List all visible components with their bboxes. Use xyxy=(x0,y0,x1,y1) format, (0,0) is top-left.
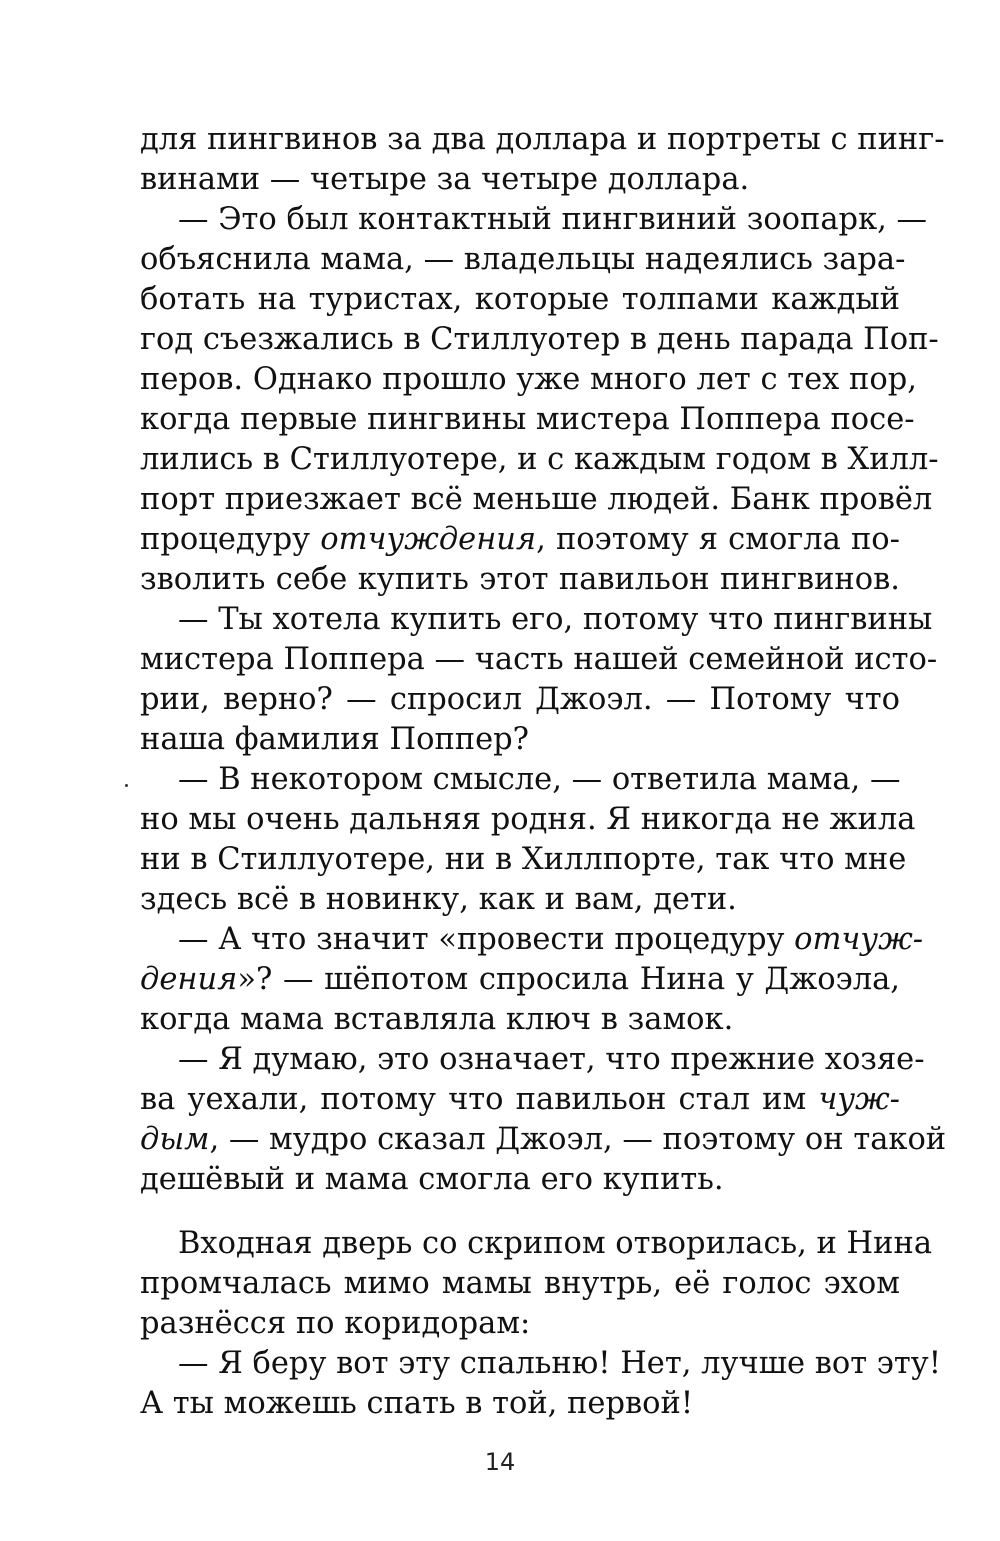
text-line: порт приезжает всё меньше людей. Банк провёл xyxy=(140,482,933,517)
text-line: наша фамилия Поппер? xyxy=(140,722,530,757)
text-line: — Это был контактный пингвиний зоопарк, — xyxy=(178,202,928,237)
text-line: разнёсся по коридорам: xyxy=(140,1306,531,1341)
text-line: зволить себе купить этот павильон пингвинов. xyxy=(140,562,900,597)
text-line: ни в Стиллуотере, ни в Хиллпорте, так что мне xyxy=(140,842,907,877)
text-line: ботать на туристах, которые толпами каждый xyxy=(140,282,900,317)
text-line: дым, — мудро сказал Джоэл, — поэтому он такой xyxy=(140,1122,947,1157)
body-text xyxy=(140,120,947,1424)
text-line: но мы очень дальняя родня. Я никогда не жила xyxy=(140,802,916,837)
text-line: промчалась мимо мамы внутрь, её голос эхом xyxy=(140,1266,900,1301)
text-line: — Ты хотела купить его, потому что пингвины xyxy=(178,602,933,637)
italic-term: дения xyxy=(140,962,238,997)
text-line: — Я думаю, это означает, что прежние хозяе- xyxy=(178,1042,925,1077)
text-line: — В некотором смысле, — ответила мама, — xyxy=(178,762,901,797)
text-line: винами — четыре за четыре доллара. xyxy=(140,162,750,197)
italic-term: отчуждения xyxy=(320,522,537,557)
text-line: Входная дверь со скрипом отворилась, и Нина xyxy=(178,1226,932,1261)
text-line: перов. Однако прошло уже много лет с тех пор, xyxy=(140,362,917,397)
text-line: для пингвинов за два доллара и портреты с пинг- xyxy=(140,122,945,157)
paragraph-gap xyxy=(140,1200,900,1224)
italic-term: чуж- xyxy=(818,1082,900,1117)
italic-term: дым xyxy=(140,1122,210,1157)
print-speck xyxy=(125,784,128,787)
text-line: ва уехали, потому что павильон стал им чуж- xyxy=(140,1082,900,1117)
text-line: когда первые пингвины мистера Поппера посе- xyxy=(140,402,915,437)
text-line: объяснила мама, — владельцы надеялись зара- xyxy=(140,242,906,277)
text-line: А ты можешь спать в той, первой! xyxy=(140,1386,694,1421)
text-line: дешёвый и мама смогла его купить. xyxy=(140,1162,724,1197)
text-line: лились в Стиллуотере, и с каждым годом в Хилл- xyxy=(140,442,939,477)
text-line: дения»? — шёпотом спросила Нина у Джоэла, xyxy=(140,962,900,997)
text-line: — А что значит «провести процедуру отчуж- xyxy=(178,922,924,957)
italic-term: отчуж- xyxy=(794,922,924,957)
text-line: мистера Поппера — часть нашей семейной исто- xyxy=(140,642,938,677)
text-line: год съезжались в Стиллуотер в день парада Поп- xyxy=(140,322,939,357)
text-line: — Я беру вот эту спальню! Нет, лучше вот эту! xyxy=(178,1346,941,1381)
text-line: процедуру отчуждения, поэтому я смогла по- xyxy=(140,522,900,557)
text-line: когда мама вставляла ключ в замок. xyxy=(140,1002,734,1037)
text-line: рии, верно? — спросил Джоэл. — Потому что xyxy=(140,682,900,717)
text-line: здесь всё в новинку, как и вам, дети. xyxy=(140,882,737,917)
page-number: 14 xyxy=(484,1448,516,1476)
